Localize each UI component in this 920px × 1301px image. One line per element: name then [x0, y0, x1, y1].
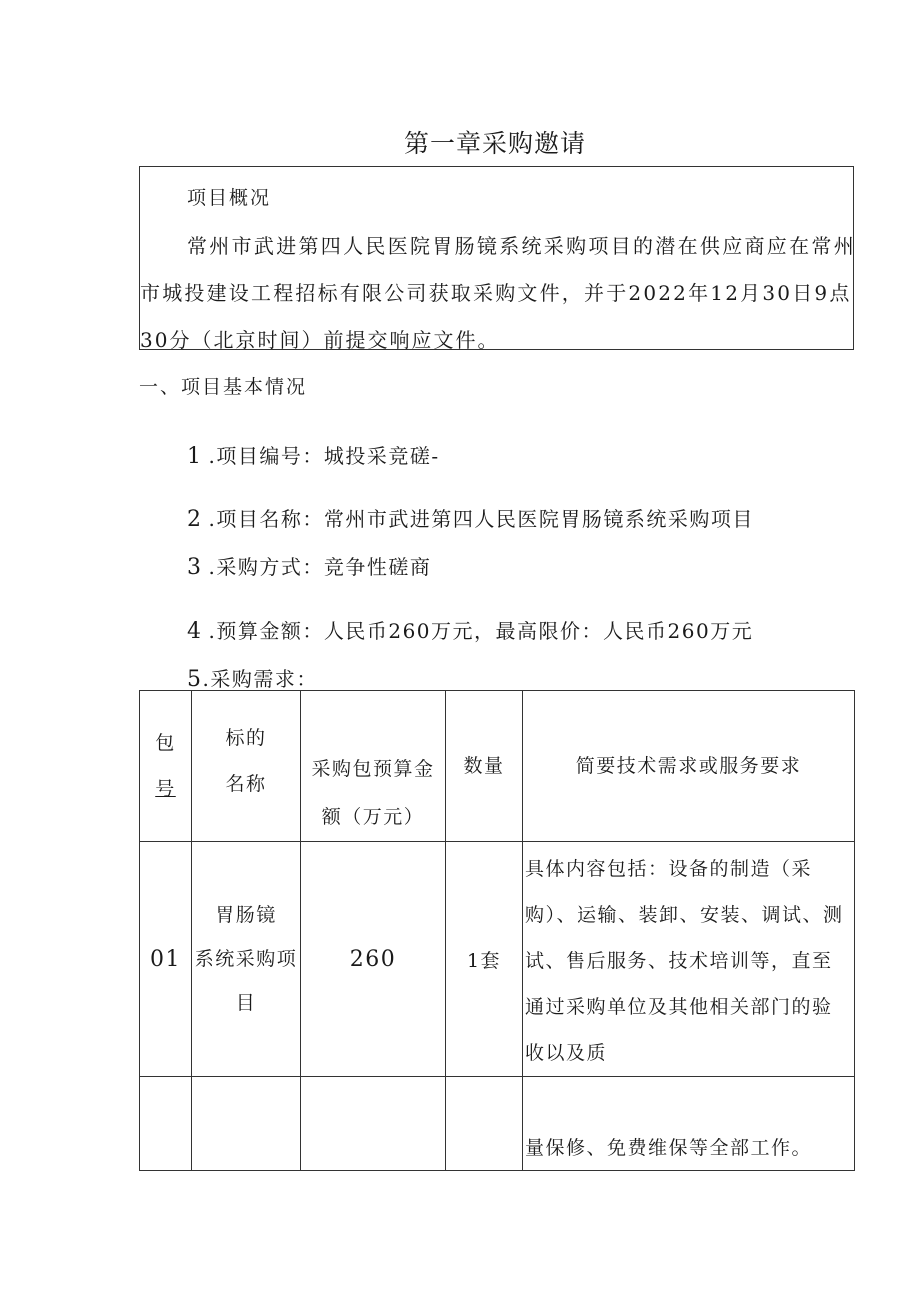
cell-empty	[192, 1077, 301, 1171]
header-quantity: 数量	[446, 691, 523, 842]
cell-item-name-line2: 系统采购项	[194, 948, 298, 970]
overview-line-3: 30分（北京时间）前提交响应文件。	[140, 328, 500, 352]
cell-item-name	[192, 842, 301, 1077]
cell-requirements: 具体内容包括：设备的制造（采购）、运输、装卸、安装、调试、测试、售后服务、技术培训等，直至通过采购单位及其他相关部门的验收以及质	[523, 842, 855, 1077]
item-text: .预算金额：人民币260万元，最高限价：人民币260万元	[208, 619, 754, 643]
header-budget-line2: 额（万元）	[321, 806, 425, 828]
header-package-no	[140, 691, 192, 842]
header-item-name-line1: 标的	[225, 727, 267, 749]
overview-line-1: 常州市武进第四人民医院胃肠镜系统采购项目的潜在供应商应在常州	[187, 234, 856, 258]
item-budget	[187, 615, 753, 644]
header-package-no-line2: 号	[155, 778, 176, 800]
header-item-name-line2: 名称	[225, 773, 267, 795]
header-package-no-line1: 包	[155, 732, 176, 754]
overview-heading: 项目概况	[187, 187, 272, 209]
header-budget-line1: 采购包预算金	[311, 758, 435, 780]
item-text: .项目编号：城投采竞磋-	[208, 444, 440, 468]
cell-item-name-line1: 胃肠镜	[215, 904, 277, 926]
table-row-continued	[140, 1077, 855, 1171]
cell-empty	[140, 1077, 192, 1171]
cell-budget: 260	[301, 842, 446, 1077]
item-text: .采购需求：	[202, 667, 318, 691]
cell-requirements-continued: 量保修、免费维保等全部工作。	[523, 1077, 855, 1171]
table-header-row	[140, 691, 855, 842]
item-number: 5	[187, 667, 203, 692]
page-title: 第一章采购邀请	[403, 129, 586, 158]
header-budget	[301, 691, 446, 842]
table-row	[140, 842, 855, 1077]
section-heading: 一、项目基本情况	[139, 376, 308, 398]
cell-item-name-line3: 目	[235, 992, 257, 1014]
item-project-name	[187, 503, 754, 532]
cell-empty	[446, 1077, 523, 1171]
item-procurement-method	[187, 551, 431, 580]
cell-empty	[301, 1077, 446, 1171]
item-number: 3	[187, 555, 203, 580]
overview-line-2: 市城投建设工程招标有限公司获取采购文件，并于2022年12月30日9点	[140, 281, 852, 305]
item-requirements	[187, 663, 318, 692]
item-text: .采购方式：竞争性磋商	[208, 555, 432, 579]
item-text: .项目名称：常州市武进第四人民医院胃肠镜系统采购项目	[208, 507, 754, 531]
requirements-table	[139, 690, 855, 1171]
header-item-name	[192, 691, 301, 842]
cell-quantity: 1套	[446, 842, 523, 1077]
header-requirements: 简要技术需求或服务要求	[523, 691, 855, 842]
item-project-number	[187, 440, 440, 469]
item-number: 1	[187, 444, 203, 469]
item-number: 2	[187, 507, 203, 532]
cell-package-no: 01	[140, 842, 192, 1077]
item-number: 4	[187, 619, 203, 644]
